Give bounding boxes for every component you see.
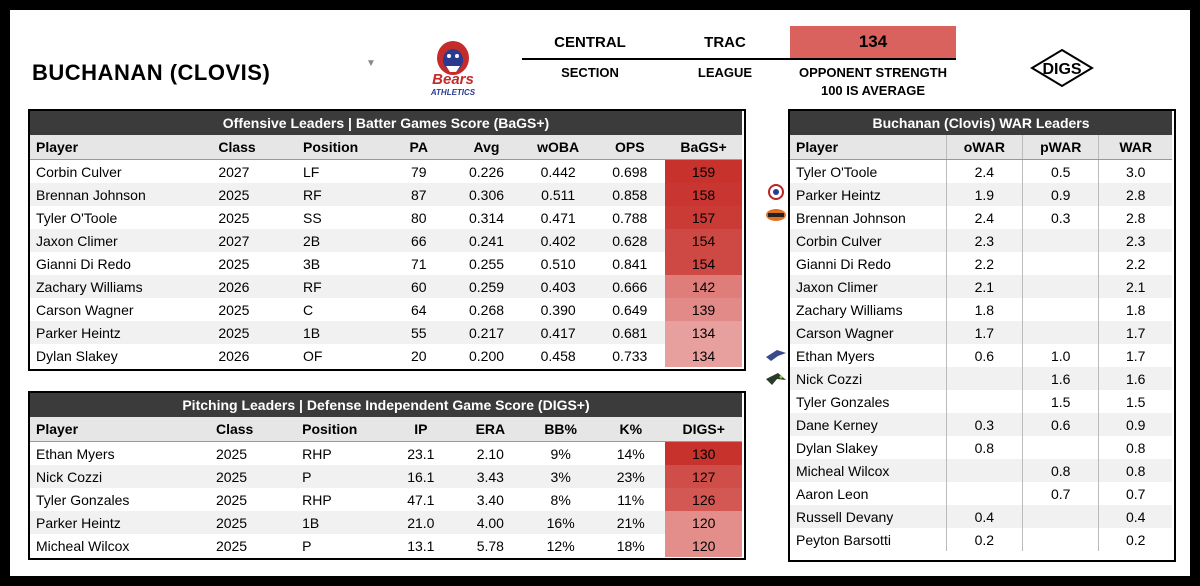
offense-cell-avg: 0.268 (468, 301, 505, 318)
pitching-cell-player: Nick Cozzi (30, 465, 210, 488)
war-cell-pwar (1023, 505, 1099, 528)
team-logo-icon-hawk (765, 371, 787, 387)
pitching-table (30, 393, 742, 557)
offense-cell-woba: 0.510 (540, 255, 576, 272)
opponent-strength-label (780, 64, 966, 100)
war-cell-player: Dylan Slakey (796, 439, 878, 456)
offense-cell-ops: 0.666 (595, 275, 666, 298)
offense-cell-ops: 0.788 (612, 209, 648, 226)
pitching-header-6: K% (596, 417, 665, 442)
pitching-cell-k: 14% (616, 445, 645, 462)
war-cell-pwar: 1.0 (1023, 344, 1099, 367)
team-logo-icon-oregon-state (765, 207, 787, 223)
offense-row (30, 160, 742, 184)
war-cell-pwar: 0.7 (1023, 482, 1099, 505)
offense-cell-woba: 0.458 (540, 347, 576, 364)
pitching-cell-score: 120 (665, 534, 742, 557)
war-cell-war: 1.7 (1099, 321, 1172, 344)
war-row (790, 413, 1172, 436)
war-cell-player: Tyler O'Toole (796, 163, 878, 180)
war-cell-player: Dane Kerney (790, 413, 946, 436)
war-cell-owar: 0.6 (946, 344, 1022, 367)
offense-cell-player: Zachary Williams (30, 275, 212, 298)
digs-logo (1030, 48, 1094, 88)
war-row (790, 183, 1172, 206)
offense-header-5: wOBA (522, 135, 595, 160)
digs-logo-text: DIGS (1042, 61, 1082, 78)
offense-row (30, 344, 742, 367)
war-row (790, 459, 1172, 482)
offense-cell-pa: 60 (386, 275, 451, 298)
pitching-cell-class: 2025 (215, 537, 248, 554)
war-cell-pwar (1023, 275, 1099, 298)
pitching-header-3: IP (386, 417, 455, 442)
offense-row (30, 206, 742, 229)
pitching-row (30, 442, 742, 466)
pitching-cell-class: 2025 (215, 445, 248, 462)
war-cell-pwar (1023, 229, 1099, 252)
war-cell-war: 0.2 (1099, 528, 1172, 551)
offense-cell-avg: 0.226 (468, 163, 505, 180)
offense-cell-score: 154 (665, 252, 742, 275)
offense-cell-woba: 0.390 (540, 301, 576, 318)
war-row (790, 482, 1172, 505)
war-cell-owar (946, 367, 1022, 390)
war-cell-pwar: 0.8 (1023, 459, 1099, 482)
offense-row (30, 321, 742, 344)
war-row (790, 390, 1172, 413)
offense-cell-avg: 0.217 (451, 321, 522, 344)
section-value: CENTRAL (554, 34, 626, 51)
offense-row (30, 252, 742, 275)
offense-cell-class: 2026 (218, 347, 250, 364)
offense-cell-avg: 0.241 (451, 229, 522, 252)
war-cell-war: 2.8 (1099, 206, 1172, 229)
offense-cell-score: 134 (665, 321, 742, 344)
offense-header-6: OPS (595, 135, 666, 160)
offense-cell-pos: OF (303, 347, 323, 364)
opponent-strength-note: 100 IS AVERAGE (820, 83, 926, 98)
war-cell-owar: 0.4 (946, 505, 1022, 528)
war-cell-war: 0.4 (1099, 505, 1172, 528)
pitching-cell-ip: 13.1 (407, 537, 435, 554)
offense-cell-pos: 2B (297, 229, 386, 252)
offense-cell-score: 142 (665, 275, 742, 298)
offense-cell-ops: 0.628 (595, 229, 666, 252)
offense-cell-class: 2025 (212, 321, 297, 344)
pitching-row (30, 465, 742, 488)
offense-cell-class: 2025 (218, 301, 250, 318)
pitching-cell-bb: 8% (550, 491, 571, 508)
offense-cell-class: 2025 (212, 183, 297, 206)
offense-cell-class: 2027 (218, 163, 250, 180)
war-cell-player: Ethan Myers (796, 347, 875, 364)
pitching-cell-pos: RHP (302, 491, 332, 508)
offense-cell-pa: 79 (410, 163, 427, 180)
offense-cell-pos: 1B (297, 321, 386, 344)
offense-cell-class: 2025 (218, 255, 250, 272)
offense-cell-score: 134 (665, 344, 742, 367)
offense-header-3: PA (386, 135, 451, 160)
offense-cell-woba: 0.442 (540, 163, 576, 180)
offense-table-title: Offensive Leaders | Batter Games Score (BaGS+) (30, 111, 742, 135)
offense-cell-pos: 3B (303, 255, 321, 272)
war-cell-pwar (1023, 252, 1099, 275)
pitching-header-0: Player (30, 417, 210, 442)
war-cell-player: Tyler Gonzales (796, 393, 890, 410)
offense-cell-avg: 0.259 (451, 275, 522, 298)
offense-cell-pa: 64 (410, 301, 427, 318)
dashboard-page (10, 10, 1190, 576)
pitching-cell-era: 4.00 (455, 511, 525, 534)
pitching-row (30, 534, 742, 557)
pitching-cell-player: Ethan Myers (36, 445, 115, 462)
offense-cell-pa: 80 (410, 209, 427, 226)
offense-cell-avg: 0.306 (451, 183, 522, 206)
pitching-cell-pos: P (302, 537, 312, 554)
offense-row (30, 183, 742, 206)
pitching-cell-bb: 12% (546, 537, 575, 554)
pitching-cell-bb: 9% (550, 445, 571, 462)
pitching-table-title: Pitching Leaders | Defense Independent Game Score (DIGS+) (30, 393, 742, 417)
offense-cell-ops: 0.858 (595, 183, 666, 206)
pitching-cell-ip: 23.1 (407, 445, 435, 462)
offense-header-2: Position (297, 135, 386, 160)
offense-cell-score: 159 (665, 160, 742, 184)
offense-cell-pos: RF (297, 275, 386, 298)
offense-cell-ops: 0.681 (595, 321, 666, 344)
team-logo-icon-bird (765, 347, 787, 363)
offense-cell-score: 157 (665, 206, 742, 229)
offense-cell-pa: 87 (386, 183, 451, 206)
logo-main-text: Bears (432, 71, 474, 88)
pitching-cell-k: 11% (617, 491, 645, 508)
offense-cell-woba: 0.417 (522, 321, 595, 344)
offense-cell-player: Dylan Slakey (36, 347, 118, 364)
pitching-cell-k: 18% (616, 537, 645, 554)
pitching-row (30, 488, 742, 511)
war-cell-war: 2.3 (1099, 229, 1172, 252)
offense-header-4: Avg (451, 135, 522, 160)
offense-table (30, 111, 742, 367)
war-cell-war: 2.8 (1099, 183, 1172, 206)
pitching-cell-player: Tyler Gonzales (36, 491, 130, 508)
pitching-cell-player: Micheal Wilcox (36, 537, 130, 554)
war-cell-pwar: 0.6 (1023, 413, 1099, 436)
offense-cell-avg: 0.314 (468, 209, 505, 226)
pitching-cell-player: Parker Heintz (30, 511, 210, 534)
war-cell-player: Brennan Johnson (796, 209, 906, 226)
war-cell-player: Parker Heintz (790, 183, 946, 206)
offense-cell-ops: 0.698 (612, 163, 648, 180)
pitching-cell-score: 130 (665, 442, 742, 466)
pitching-header-2: Position (296, 417, 386, 442)
pitching-cell-era: 3.40 (476, 491, 504, 508)
war-cell-player: Russell Devany (790, 505, 946, 528)
war-cell-war: 0.8 (1099, 459, 1172, 482)
war-cell-owar: 1.7 (946, 321, 1022, 344)
team-name: BUCHANAN (CLOVIS) (32, 60, 271, 85)
war-cell-pwar (1023, 528, 1099, 551)
war-cell-player: Jaxon Climer (790, 275, 946, 298)
pitching-cell-score: 126 (665, 488, 742, 511)
pitching-cell-k: 23% (596, 465, 665, 488)
offense-cell-pa: 20 (410, 347, 427, 364)
offense-cell-player: Carson Wagner (36, 301, 134, 318)
offense-row (30, 229, 742, 252)
opponent-strength-value: 134 (858, 32, 888, 51)
war-header-3: WAR (1099, 135, 1172, 160)
war-cell-war: 1.7 (1099, 344, 1172, 367)
war-cell-pwar: 0.9 (1023, 183, 1099, 206)
war-row (790, 298, 1172, 321)
offense-cell-pos: RF (297, 183, 386, 206)
offense-cell-score: 139 (665, 298, 742, 321)
war-cell-owar: 2.1 (946, 275, 1022, 298)
pitching-header-1: Class (210, 417, 296, 442)
offense-cell-player: Gianni Di Redo (36, 255, 131, 272)
war-cell-owar: 2.4 (946, 206, 1022, 229)
war-cell-war: 2.2 (1099, 252, 1172, 275)
offense-cell-player: Brennan Johnson (30, 183, 212, 206)
war-cell-player: Corbin Culver (790, 229, 946, 252)
war-cell-player: Carson Wagner (790, 321, 946, 344)
pitching-cell-era: 2.10 (476, 445, 504, 462)
offense-row (30, 298, 742, 321)
pitching-cell-class: 2025 (215, 491, 248, 508)
war-cell-pwar: 0.3 (1023, 206, 1099, 229)
war-row (790, 160, 1172, 184)
war-table (790, 111, 1172, 551)
offense-cell-pa: 66 (386, 229, 451, 252)
section-label: SECTION (561, 65, 619, 80)
war-cell-player: Micheal Wilcox (790, 459, 946, 482)
war-cell-war: 0.7 (1099, 482, 1172, 505)
offense-cell-class: 2026 (212, 275, 297, 298)
offense-cell-woba: 0.511 (522, 183, 595, 206)
war-cell-owar: 1.9 (946, 183, 1022, 206)
war-cell-war: 0.9 (1099, 413, 1172, 436)
war-cell-war: 1.8 (1099, 298, 1172, 321)
offense-header-1: Class (212, 135, 297, 160)
team-logo-icon-fresno (765, 184, 787, 200)
offense-cell-class: 2025 (218, 209, 250, 226)
war-cell-owar: 2.3 (946, 229, 1022, 252)
war-cell-owar: 0.3 (946, 413, 1022, 436)
pitching-cell-class: 2025 (210, 511, 296, 534)
pitching-header-4: ERA (455, 417, 525, 442)
offense-header-0: Player (30, 135, 212, 160)
offense-row (30, 275, 742, 298)
offense-cell-player: Jaxon Climer (30, 229, 212, 252)
offense-cell-player: Corbin Culver (36, 163, 122, 180)
war-row (790, 321, 1172, 344)
pitching-cell-ip: 47.1 (407, 491, 435, 508)
offense-cell-pa: 71 (410, 255, 427, 272)
offense-cell-avg: 0.200 (468, 347, 505, 364)
war-cell-pwar (1023, 321, 1099, 344)
pitching-cell-ip: 21.0 (386, 511, 455, 534)
war-cell-owar: 2.2 (946, 252, 1022, 275)
team-dropdown-chevron-icon[interactable]: ▼ (366, 58, 376, 69)
offense-cell-ops: 0.841 (612, 255, 648, 272)
pitching-cell-pos: 1B (296, 511, 386, 534)
war-cell-pwar: 1.5 (1023, 390, 1099, 413)
war-cell-pwar (1023, 298, 1099, 321)
pitching-cell-bb: 3% (525, 465, 596, 488)
pitching-cell-score: 120 (665, 511, 742, 534)
war-cell-war: 3.0 (1099, 160, 1172, 184)
pitching-cell-pos: P (296, 465, 386, 488)
war-cell-owar: 2.4 (946, 160, 1022, 184)
offense-cell-class: 2027 (212, 229, 297, 252)
war-row (790, 206, 1172, 229)
pitching-cell-pos: RHP (302, 445, 332, 462)
offense-cell-pos: LF (303, 163, 320, 180)
war-row (790, 367, 1172, 390)
war-header-1: oWAR (946, 135, 1022, 160)
war-row (790, 436, 1172, 459)
bears-logo (418, 38, 488, 98)
war-cell-war: 0.8 (1099, 436, 1172, 459)
war-cell-owar: 1.8 (946, 298, 1022, 321)
pitching-row (30, 511, 742, 534)
logo-sub-text: ATHLETICS (430, 88, 476, 97)
offense-cell-player: Parker Heintz (30, 321, 212, 344)
war-cell-player: Aaron Leon (796, 485, 869, 502)
war-row (790, 229, 1172, 252)
pitching-cell-era: 5.78 (476, 537, 504, 554)
offense-cell-pos: C (303, 301, 314, 318)
offense-cell-ops: 0.649 (612, 301, 648, 318)
offense-cell-woba: 0.403 (522, 275, 595, 298)
pitching-cell-score: 127 (665, 465, 742, 488)
war-cell-owar (946, 390, 1022, 413)
war-cell-player: Peyton Barsotti (796, 531, 891, 548)
war-cell-player: Nick Cozzi (790, 367, 946, 390)
pitching-header-5: BB% (525, 417, 596, 442)
war-cell-owar: 0.2 (946, 528, 1022, 551)
war-cell-owar: 0.8 (946, 436, 1022, 459)
war-cell-war: 1.6 (1099, 367, 1172, 390)
offense-cell-score: 158 (665, 183, 742, 206)
war-cell-pwar: 0.5 (1023, 160, 1099, 184)
war-row (790, 528, 1172, 551)
war-cell-pwar (1023, 436, 1099, 459)
offense-cell-woba: 0.471 (540, 209, 576, 226)
offense-cell-avg: 0.255 (468, 255, 505, 272)
war-table-title: Buchanan (Clovis) WAR Leaders (790, 111, 1172, 135)
pitching-cell-ip: 16.1 (386, 465, 455, 488)
war-cell-war: 2.1 (1099, 275, 1172, 298)
pitching-cell-class: 2025 (210, 465, 296, 488)
league-value: TRAC (704, 34, 746, 51)
league-label: LEAGUE (697, 65, 753, 80)
war-header-2: pWAR (1023, 135, 1099, 160)
war-cell-owar (946, 482, 1022, 505)
war-row (790, 505, 1172, 528)
pitching-header-7: DIGS+ (665, 417, 742, 442)
pitching-cell-era: 3.43 (455, 465, 525, 488)
opponent-strength-label-text: OPPONENT STRENGTH (798, 65, 948, 80)
pitching-cell-k: 21% (596, 511, 665, 534)
war-cell-war: 1.5 (1099, 390, 1172, 413)
war-row (790, 344, 1172, 367)
war-row (790, 252, 1172, 275)
header-divider (522, 58, 956, 60)
offense-cell-pa: 55 (386, 321, 451, 344)
war-cell-owar (946, 459, 1022, 482)
offense-cell-score: 154 (665, 229, 742, 252)
war-cell-pwar: 1.6 (1023, 367, 1099, 390)
offense-cell-player: Tyler O'Toole (36, 209, 118, 226)
pitching-cell-bb: 16% (525, 511, 596, 534)
war-cell-player: Gianni Di Redo (796, 255, 891, 272)
offense-header-7: BaGS+ (665, 135, 742, 160)
war-row (790, 275, 1172, 298)
offense-cell-woba: 0.402 (522, 229, 595, 252)
war-header-0: Player (790, 135, 946, 160)
war-cell-player: Zachary Williams (796, 301, 903, 318)
offense-cell-pos: SS (303, 209, 322, 226)
offense-cell-ops: 0.733 (612, 347, 648, 364)
